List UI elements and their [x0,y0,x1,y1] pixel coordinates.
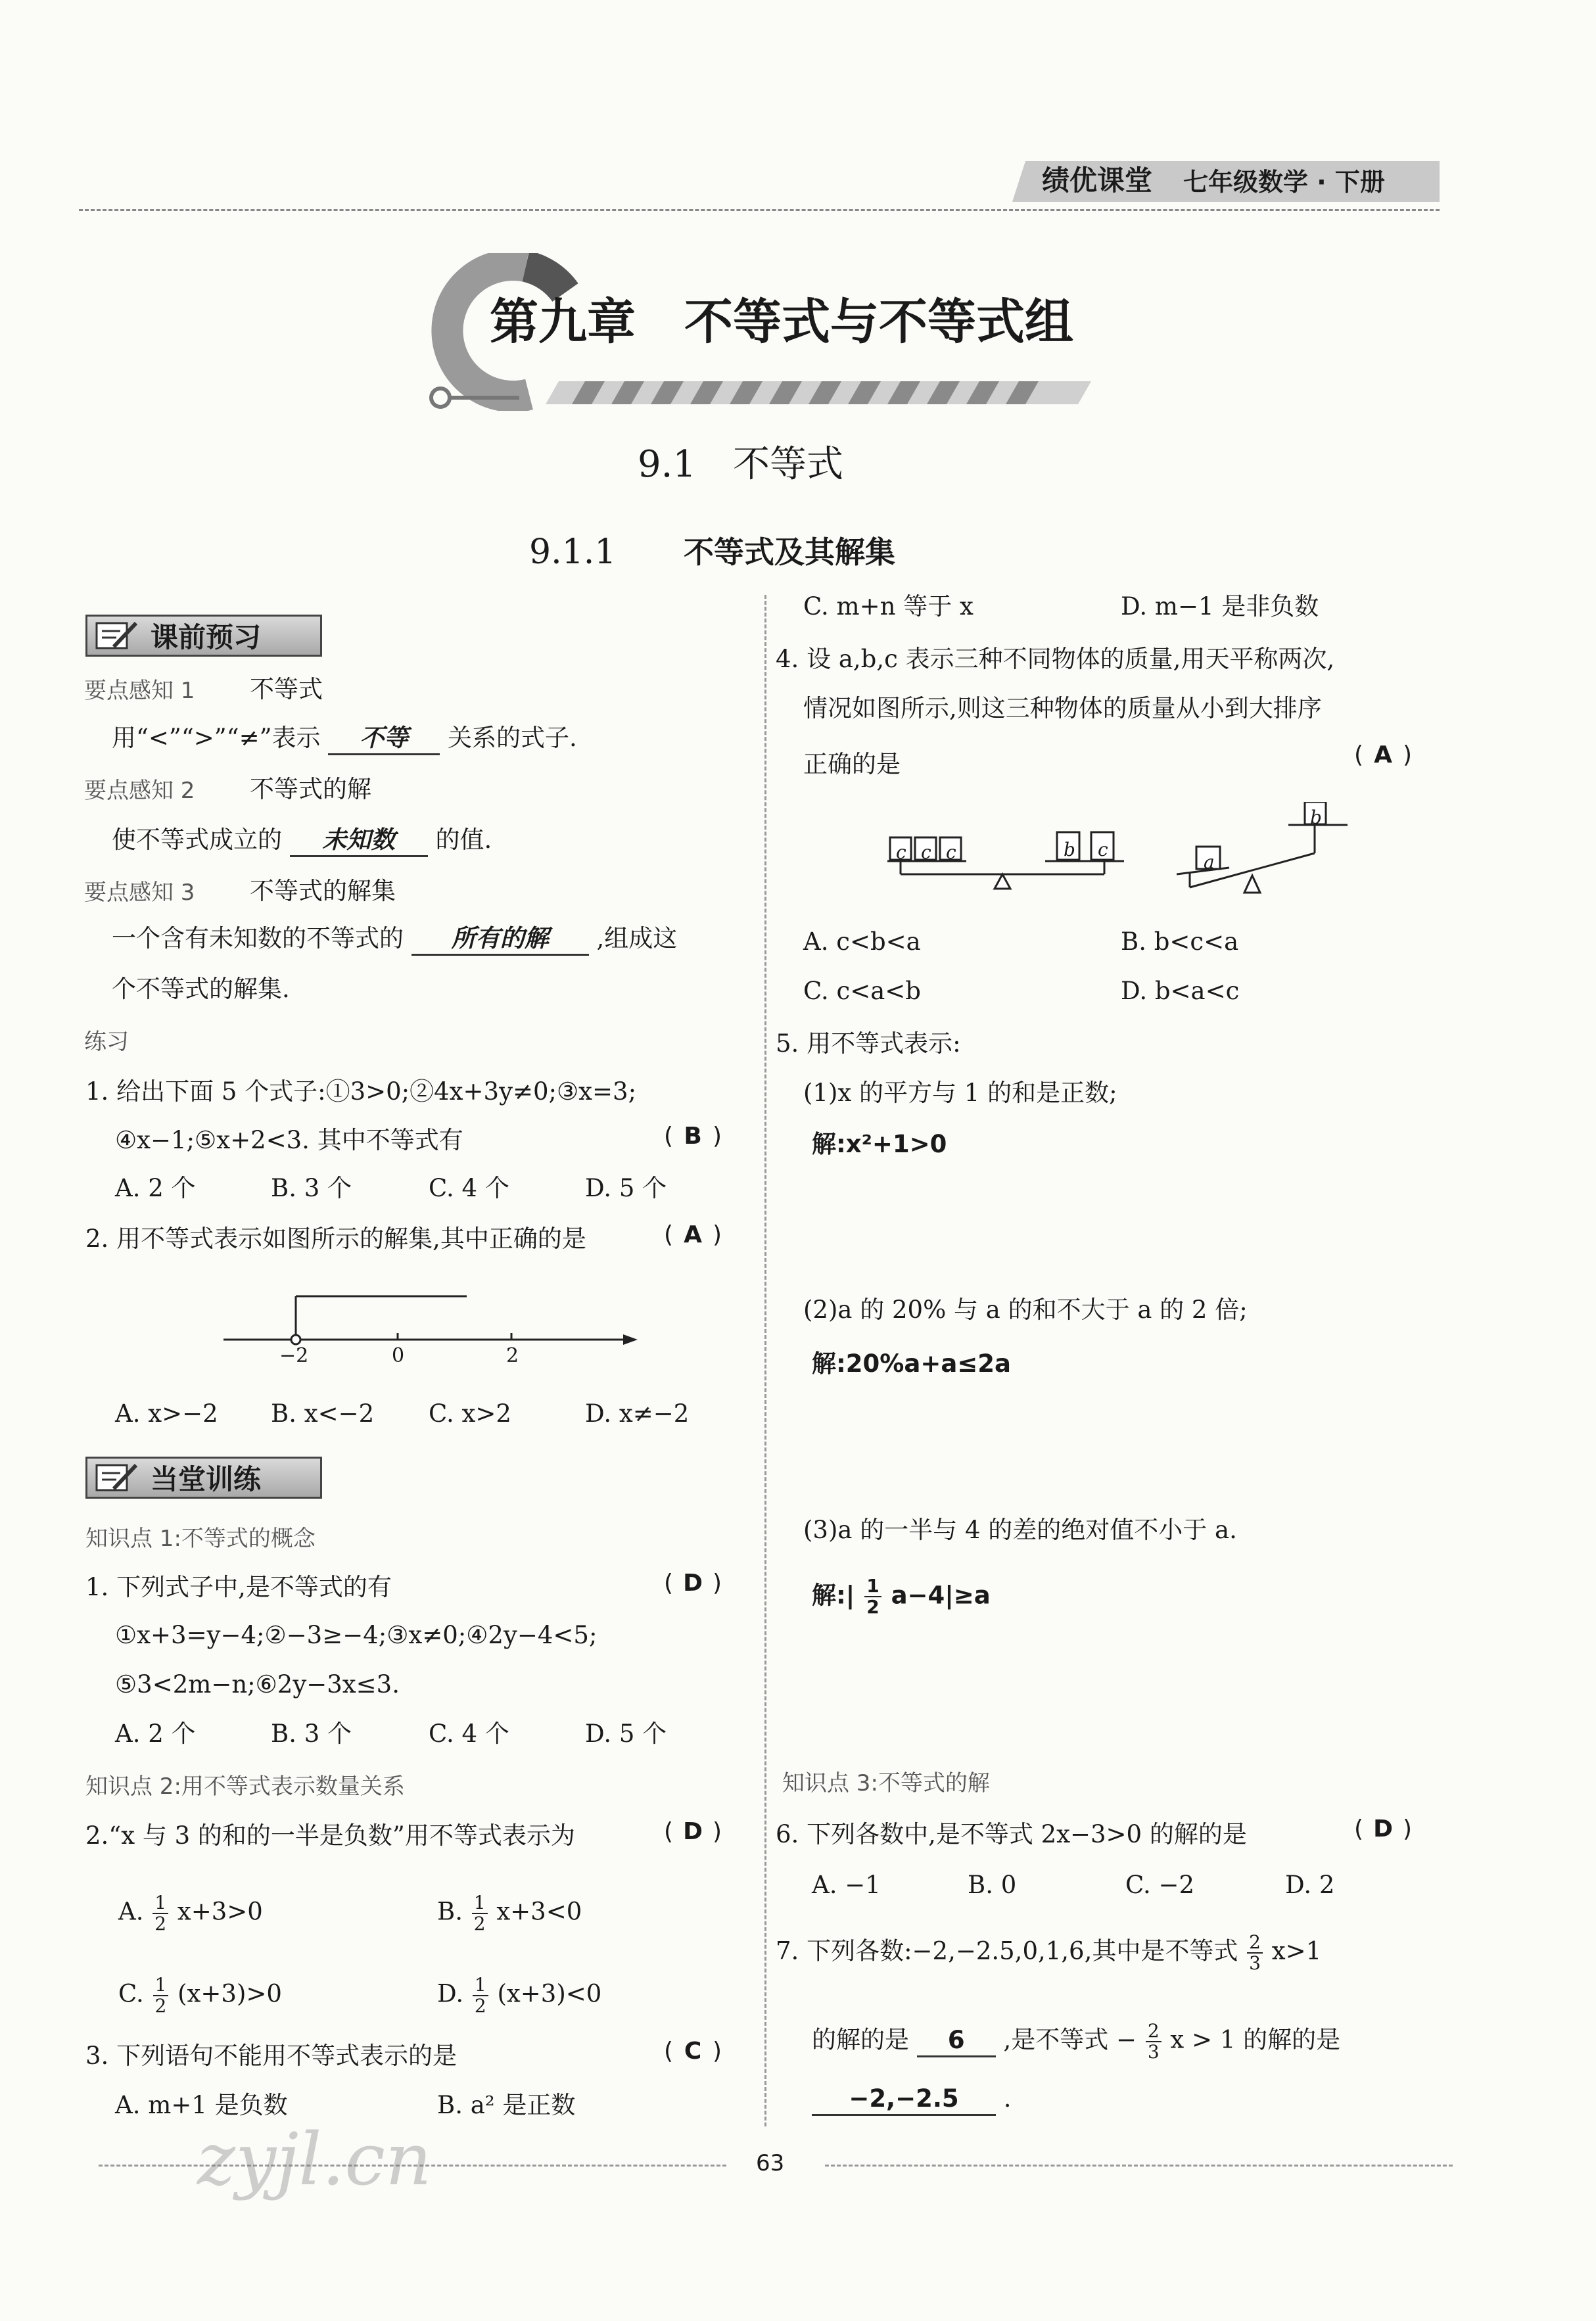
p-q1-answer-letter: B [684,1123,702,1150]
p-q1-opt-b: B. 3 个 [271,1174,352,1202]
q7-blank2: −2,−2.5 [812,2084,996,2116]
section-title: 9.1 不等式 [638,443,844,486]
q5-s3 [812,1576,991,1617]
t-q1-opt-a: A. 2 个 [115,1720,196,1748]
practice-label: 练习 [84,1029,129,1055]
q4-stem1: 4. 设 a,b,c 表示三种不同物体的质量,用天平称两次, [776,645,1335,673]
k3-pre: 一个含有未知数的不等式的 [112,924,404,952]
k3-sentence [112,924,677,956]
column-divider [764,595,766,2126]
q7-l2-tail: x > 1 的解的是 [1170,2025,1341,2054]
t-q3-opt-a: A. m+1 是负数 [115,2091,288,2119]
k3-label: 要点感知 3 [84,879,195,906]
p-q1-stem2: ④x−1;⑤x+2<3. 其中不等式有 [115,1126,463,1154]
q6-opt-d: D. 2 [1285,1871,1335,1899]
t-q1-opt-b: B. 3 个 [271,1720,352,1748]
q4-opt-b: B. b<c<a [1121,927,1239,956]
opt-d-label: D. [437,1979,464,2008]
p-q2-opt-a: A. x>−2 [115,1399,218,1428]
s2-left-0: a [1204,851,1215,873]
k2-pre: 使不等式成立的 [112,826,282,854]
header-subject: 七年级数学 · 下册 [1183,168,1385,197]
opt-b-tail: x+3<0 [496,1897,582,1926]
q7-stem: 7. 下列各数:−2,−2.5,0,1,6,其中是不等式 [776,1936,1238,1965]
q5-p3: (3)a 的一半与 4 的差的绝对值不小于 a. [803,1516,1237,1544]
k3-line2: 个不等式的解集. [112,975,290,1003]
preview-banner-label: 课前预习 [151,621,262,653]
fraction-two-thirds: $\frac{2}{3}$ [1247,1933,1263,1973]
opt-c-label: C. [118,1979,144,2008]
q7-line1 [776,1933,1321,1973]
t-q2-opt-c [118,1975,282,2016]
t-q1-line3: ⑤3<2m−n;⑥2y−3x≤3. [115,1670,400,1699]
k2-post: 的值. [435,826,492,854]
p-q2-stem: 2. 用不等式表示如图所示的解集,其中正确的是 [85,1225,586,1253]
q6-opt-b: B. 0 [968,1871,1017,1899]
kp1-label: 知识点 1:不等式的概念 [85,1526,316,1552]
opt-c-tail: (x+3)>0 [177,1979,282,2008]
watermark: zyjl.cn [197,2117,432,2201]
s2-right-0: b [1310,807,1322,828]
p-q2-opt-c: C. x>2 [429,1399,511,1428]
q6-answer-letter: D [1373,1816,1393,1842]
fraction-half: $\frac{1}{2}$ [472,1893,488,1934]
p-q2-opt-d: D. x≠−2 [585,1399,690,1428]
p-q1-stem1: 1. 给出下面 5 个式子:①3>0;②4x+3y≠0;③x=3; [85,1077,637,1106]
q6-opt-c: C. −2 [1125,1871,1195,1899]
p-q2-answer: ( A ) [664,1221,722,1248]
q4-stem2: 情况如图所示,则这三种物体的质量从小到大排序 [803,694,1322,722]
k2-label: 要点感知 2 [84,778,195,804]
t-q3-answer: ( C ) [664,2038,722,2065]
q7-blank1: 6 [917,2025,996,2057]
t-q3-stem: 3. 下列语句不能用不等式表示的是 [85,2042,458,2070]
q7-l2-pre: 的解的是 [812,2025,909,2054]
k2-sentence [112,825,492,857]
q5-p2: (2)a 的 20% 与 a 的和不大于 a 的 2 倍; [803,1296,1248,1324]
q7-end: . [1003,2084,1012,2113]
q5-p1: (1)x 的平方与 1 的和是正数; [803,1079,1117,1107]
t-q1-opt-d: D. 5 个 [585,1720,667,1748]
k1-post: 关系的式子. [448,724,577,752]
t-q1-answer: ( D ) [664,1570,722,1597]
tick-neg2: −2 [279,1344,309,1367]
q4-stem3: 正确的是 [803,750,901,778]
q4-opt-c: C. c<a<b [803,977,921,1005]
k3-blank: 所有的解 [411,924,589,956]
t-q1-stem: 1. 下列式子中,是不等式的有 [85,1573,392,1601]
p-q1-opt-d: D. 5 个 [585,1174,667,1202]
fraction-half: $\frac{1}{2}$ [864,1576,881,1617]
opt-a-tail: x+3>0 [177,1897,263,1926]
fraction-half: $\frac{1}{2}$ [153,1975,169,2016]
fraction-half: $\frac{1}{2}$ [473,1975,488,2016]
p-q1-opt-a: A. 2 个 [115,1174,196,1202]
q6-answer: ( D ) [1354,1816,1413,1842]
t-q2-opt-b [437,1893,582,1934]
q4-answer: ( A ) [1354,741,1413,768]
s1-right-0: b [1064,839,1075,860]
training-banner [85,1457,322,1499]
s1-left-0: c [896,841,906,863]
q7-l2-mid: ,是不等式 − [1003,2025,1137,2054]
q5-s2: 解:20%a+a≤2a [812,1349,1012,1378]
fraction-half: $\frac{1}{2}$ [153,1893,168,1934]
q5-s3-pre: 解:| [812,1581,855,1610]
p-q1-opt-c: C. 4 个 [429,1174,509,1202]
tick-2: 2 [506,1344,519,1367]
pencil-note-icon [94,619,140,652]
q5-s1: 解:x²+1>0 [812,1130,947,1158]
chapter-title: 第九章 不等式与不等式组 [490,294,1073,350]
pencil-note-icon [94,1461,140,1494]
t-q3-opt-b: B. a² 是正数 [437,2091,576,2119]
t-q2-opt-a [118,1893,263,1934]
k3-title: 不等式的解集 [250,877,396,905]
footer-rule-right [825,2165,1453,2167]
t-q2-answer: ( D ) [664,1818,722,1845]
q4-opt-d: D. b<a<c [1121,977,1240,1005]
k1-sentence [112,723,577,755]
training-banner-label: 当堂训练 [151,1463,262,1495]
r-q3-opt-c: C. m+n 等于 x [803,592,974,621]
subsection-title: 不等式及其解集 [684,534,895,570]
q7-line3 [812,2084,1012,2116]
t-q3-answer-letter: C [684,2038,702,2065]
opt-d-tail: (x+3)<0 [497,1979,602,2008]
k3-post: ,组成这 [596,924,678,952]
p-q2-answer-letter: A [684,1221,702,1248]
q4-opt-a: A. c<b<a [803,927,921,956]
k1-title: 不等式 [250,675,323,703]
fraction-two-thirds: $\frac{2}{3}$ [1146,2021,1162,2062]
q7-line2 [812,2021,1340,2062]
s1-left-1: c [921,841,931,863]
p-q2-opt-b: B. x<−2 [271,1399,375,1428]
k1-blank: 不等 [328,723,440,755]
q6-opt-a: A. −1 [812,1871,881,1899]
header-brand: 绩优课堂 [1042,164,1153,197]
s1-left-2: c [946,841,956,863]
kp2-label: 知识点 2:用不等式表示数量关系 [85,1773,405,1800]
header-rule [79,209,1440,211]
q5-stem: 5. 用不等式表示: [776,1029,961,1058]
k2-blank: 未知数 [290,825,428,857]
t-q1-line2: ①x+3=y−4;②−3≥−4;③x≠0;④2y−4<5; [115,1621,598,1649]
k1-pre: 用“<”“>”“≠”表示 [112,724,321,752]
q6-stem: 6. 下列各数中,是不等式 2x−3>0 的解的是 [776,1820,1247,1848]
t-q1-answer-letter: D [683,1570,703,1597]
k1-label: 要点感知 1 [84,678,195,704]
t-q2-answer-letter: D [683,1818,703,1845]
tick-0: 0 [392,1344,405,1367]
s1-right-1: c [1098,839,1108,860]
r-q3-opt-d: D. m−1 是非负数 [1121,592,1319,621]
q5-s3-post: a−4|≥a [891,1581,991,1610]
t-q2-stem: 2.“x 与 3 的和的一半是负数”用不等式表示为 [85,1821,575,1850]
t-q2-opt-d [437,1975,601,2016]
opt-a-label: A. [118,1897,144,1926]
subsection-number: 9.1.1 [529,532,617,572]
t-q1-opt-c: C. 4 个 [429,1720,509,1748]
q4-answer-letter: A [1374,741,1392,768]
q7-stem-tail: x>1 [1271,1936,1322,1965]
page-number: 63 [756,2150,785,2176]
preview-banner [85,615,322,657]
opt-b-label: B. [437,1897,463,1926]
kp3-label: 知识点 3:不等式的解 [782,1770,990,1796]
p-q1-answer: ( B ) [664,1123,722,1150]
k2-title: 不等式的解 [250,775,371,803]
